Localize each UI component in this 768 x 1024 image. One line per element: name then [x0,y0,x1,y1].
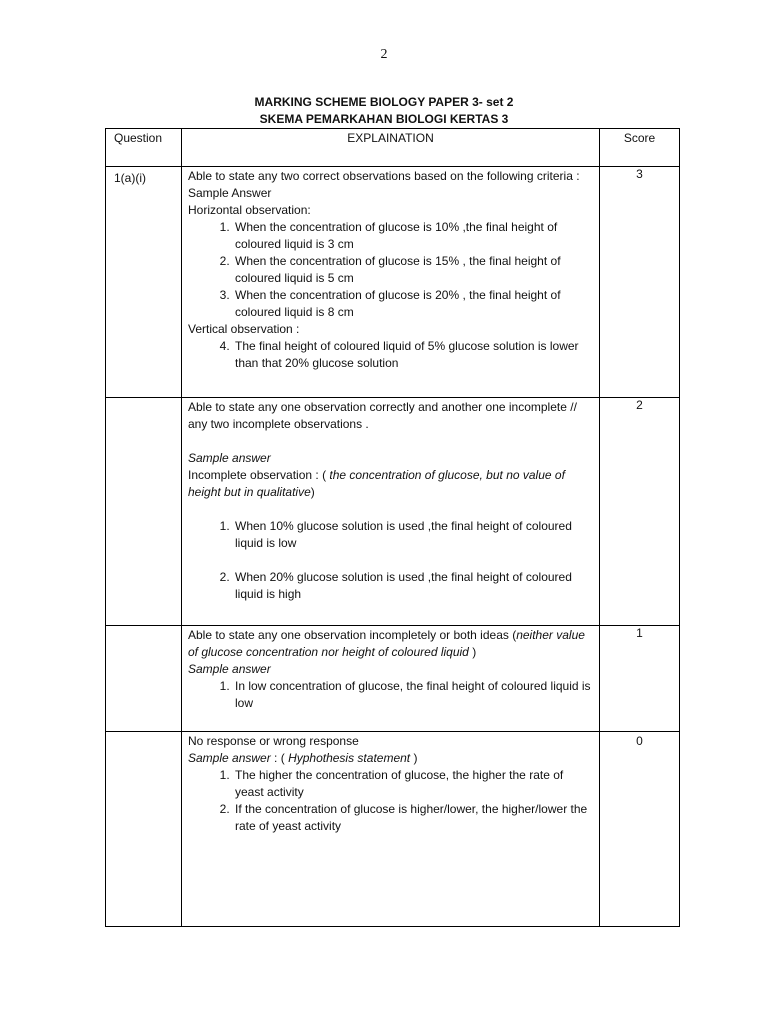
score-cell: 1 [600,626,680,732]
list-item: 1. In low concentration of glucose, the final height of coloured liquid is low [233,678,593,712]
score-cell: 3 [600,167,680,398]
sample-label: Sample answer [188,451,271,465]
explanation-cell [182,732,600,927]
marking-scheme-table [105,128,680,927]
table-row [106,167,680,398]
sample-label: Sample Answer [188,186,272,200]
criterion-note: neither value of glucose concentration nor height of coloured liquid [188,628,585,659]
criterion-text [188,627,593,661]
observation-list [188,767,593,835]
criterion-text: Able to state any one observation correctly and another one incomplete // any two incomplete observations . [188,400,577,431]
list-item: 4. The final height of coloured liquid of 5% glucose solution is lower than that 20% glucose solution [233,338,593,372]
score-cell: 0 [600,732,680,927]
page-number: 2 [380,47,388,62]
incomplete-note: the concentration of glucose, but no value of height but in qualitative [188,468,565,499]
sample-line [188,750,593,767]
sample-label: Sample answer [188,662,271,676]
table-row [106,732,680,927]
table-row [106,398,680,626]
observation-list [188,219,593,321]
list-item: 1. When 10% glucose solution is used ,the final height of coloured liquid is low [233,518,593,552]
question-cell [106,398,182,626]
question-cell [106,626,182,732]
criterion-text: No response or wrong response [188,734,359,748]
title-line-2: SKEMA PEMARKAHAN BIOLOGI KERTAS 3 [259,112,509,126]
title-line-1: MARKING SCHEME BIOLOGY PAPER 3- set 2 [254,95,514,109]
criterion-text: Able to state any two correct observations based on the following criteria : [188,169,580,183]
score-cell: 2 [600,398,680,626]
sample-note: Hyphothesis statement [288,751,411,765]
list-item: 1. The higher the concentration of glucose, the higher the rate of yeast activity [233,767,593,801]
observation-list [188,678,593,712]
observation-list [188,518,593,552]
observation-list [188,569,593,603]
sample-close: ) [410,751,418,765]
incomplete-label: Incomplete observation : ( [188,468,327,482]
sample-label: Sample answer [188,751,271,765]
vertical-observation-list [188,338,593,372]
document-title [0,94,768,128]
criterion-main: Able to state any one observation incompletely or both ideas ( [188,628,517,642]
header-question: Question [106,129,182,167]
table-header-row [106,129,680,167]
question-cell [106,732,182,927]
sample-mid: : ( [270,751,289,765]
question-cell: 1(a)(i) [106,167,182,398]
table-row [106,626,680,732]
list-item: 1. When the concentration of glucose is 10% ,the final height of coloured liquid is 3 cm [233,219,593,253]
horizontal-observation-label: Horizontal observation: [188,203,311,217]
incomplete-close: ) [310,485,315,499]
explanation-cell [182,398,600,626]
explanation-cell [182,626,600,732]
header-score: Score [600,129,680,167]
criterion-close: ) [468,645,477,659]
header-explanation: EXPLAINATION [182,129,600,167]
list-item: 2. When the concentration of glucose is 15% , the final height of coloured liquid is 5 cm [233,253,593,287]
list-item: 3. When the concentration of glucose is 20% , the final height of coloured liquid is 8 cm [233,287,593,321]
list-item: 2. If the concentration of glucose is higher/lower, the higher/lower the rate of yeast activity [233,801,593,835]
list-item: 2. When 20% glucose solution is used ,the final height of coloured liquid is high [233,569,593,603]
explanation-cell [182,167,600,398]
vertical-observation-label: Vertical observation : [188,322,300,336]
incomplete-observation-line [188,467,593,501]
